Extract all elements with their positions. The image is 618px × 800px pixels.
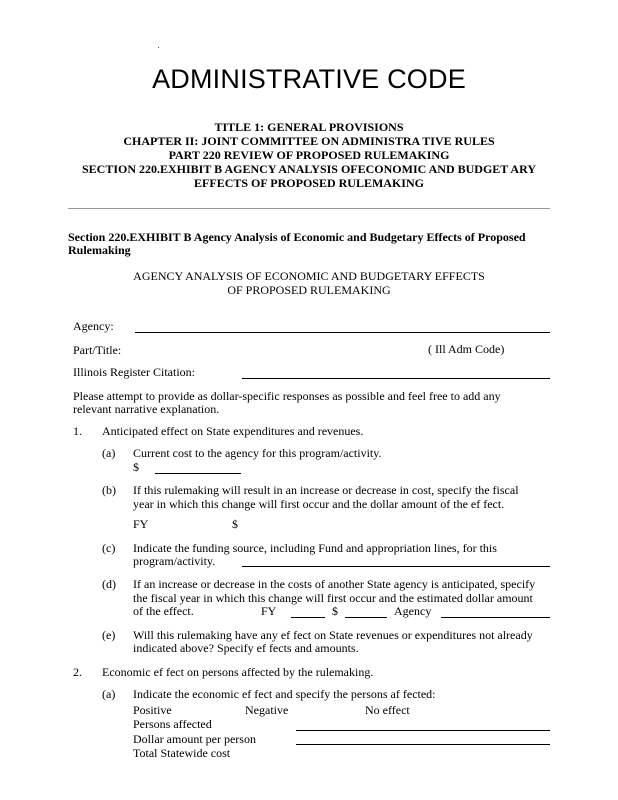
q1a-amount-field[interactable] (155, 473, 241, 474)
q1d-amount-field[interactable] (345, 617, 387, 618)
q1-number: 1. (73, 424, 82, 438)
q1d-fy: FY (261, 604, 277, 618)
agency-field[interactable] (135, 332, 550, 333)
header-section-line-2: EFFECTS OF PROPOSED RULEMAKING (194, 176, 424, 190)
q1c-text: Indicate the funding source, including Fund and appropriation lines, for this (133, 541, 497, 555)
header-chapter-line: CHAPTER II: JOINT COMMITTEE ON ADMINISTRA TIVE RULES (123, 134, 495, 148)
header-part-line: PART 220 REVIEW OF PROPOSED RULEMAKING (168, 148, 450, 162)
q2a-statewide-label: Total Statewide cost (133, 746, 231, 760)
section-heading: Section 220.EXHIBIT B Agency Analysis of Economic and Budgetary Effects of Proposed (68, 230, 526, 244)
scan-speck (158, 47, 159, 48)
q2a-label: (a) (102, 687, 116, 701)
q1d-text-3: of the effect. (133, 604, 194, 618)
q1c-funding-field[interactable] (242, 566, 550, 567)
q1e-label: (e) (102, 628, 116, 642)
q2a-positive: Positive (133, 703, 172, 717)
q1d-text: If an increase or decrease in the costs of another State agency is anticipated, specify (133, 577, 536, 591)
q1a-dollar: $ (133, 460, 139, 474)
form-title-2: OF PROPOSED RULEMAKING (227, 283, 391, 297)
section-heading-cont: Rulemaking (68, 243, 131, 257)
q2a-dollar-per-person-field[interactable] (296, 744, 550, 745)
q2a-dollar-per-person-label: Dollar amount per person (133, 732, 256, 746)
q1b-dollar: $ (232, 517, 238, 531)
adm-code-label: ( Ill Adm Code) (428, 342, 505, 356)
q1c-label: (c) (102, 541, 116, 555)
agency-label: Agency: (73, 319, 114, 333)
q1d-agency-field[interactable] (441, 617, 550, 618)
part-title-label: Part/Title: (73, 343, 122, 357)
q1a-label: (a) (102, 446, 116, 460)
intro-text-2: relevant narrative explanation. (73, 402, 220, 416)
citation-label: Illinois Register Citation: (73, 365, 195, 379)
q1d-fy-field[interactable] (291, 617, 325, 618)
q1b-text-2: year in which this change will first occur and the dollar amount of the ef fect. (133, 497, 505, 511)
q2a-persons-label: Persons affected (133, 717, 212, 731)
q2-number: 2. (73, 665, 82, 679)
q1b-label: (b) (102, 483, 116, 497)
q1d-dollar: $ (332, 604, 338, 618)
intro-text: Please attempt to provide as dollar-specific responses as possible and feel free to add any (73, 389, 501, 403)
header-divider (68, 208, 550, 209)
q2-text: Economic ef fect on persons affected by the rulemaking. (102, 665, 374, 679)
q1a-text: Current cost to the agency for this program/activity. (133, 446, 382, 460)
q1d-text-2: the fiscal year in which this change will first occur and the estimated dollar amount (133, 591, 533, 605)
q1b-text: If this rulemaking will result in an increase or decrease in cost, specify the fiscal (133, 483, 519, 497)
q1e-text: Will this rulemaking have any ef fect on State revenues or expenditures not already (133, 628, 533, 642)
q1c-text-2: program/activity. (133, 554, 216, 568)
q1b-fy: FY (133, 517, 149, 531)
header-title-line: TITLE 1: GENERAL PROVISIONS (214, 120, 404, 134)
q2a-persons-field[interactable] (296, 730, 550, 731)
q1d-label: (d) (102, 577, 116, 591)
q2a-text: Indicate the economic ef fect and specify the persons af fected: (133, 687, 436, 701)
header-section-line: SECTION 220.EXHIBIT B AGENCY ANALYSIS OFECONOMIC AND BUDGET ARY (81, 162, 536, 176)
q2a-negative: Negative (245, 703, 289, 717)
form-title: AGENCY ANALYSIS OF ECONOMIC AND BUDGETARY EFFECTS (133, 269, 485, 283)
q1-text: Anticipated effect on State expenditures and revenues. (102, 424, 364, 438)
q1e-text-2: indicated above? Specify ef fects and amounts. (133, 641, 359, 655)
citation-field[interactable] (242, 378, 550, 379)
q2a-no-effect: No effect (365, 703, 410, 717)
page-title: ADMINISTRATIVE CODE (152, 64, 466, 94)
q1d-agency: Agency (394, 604, 432, 618)
